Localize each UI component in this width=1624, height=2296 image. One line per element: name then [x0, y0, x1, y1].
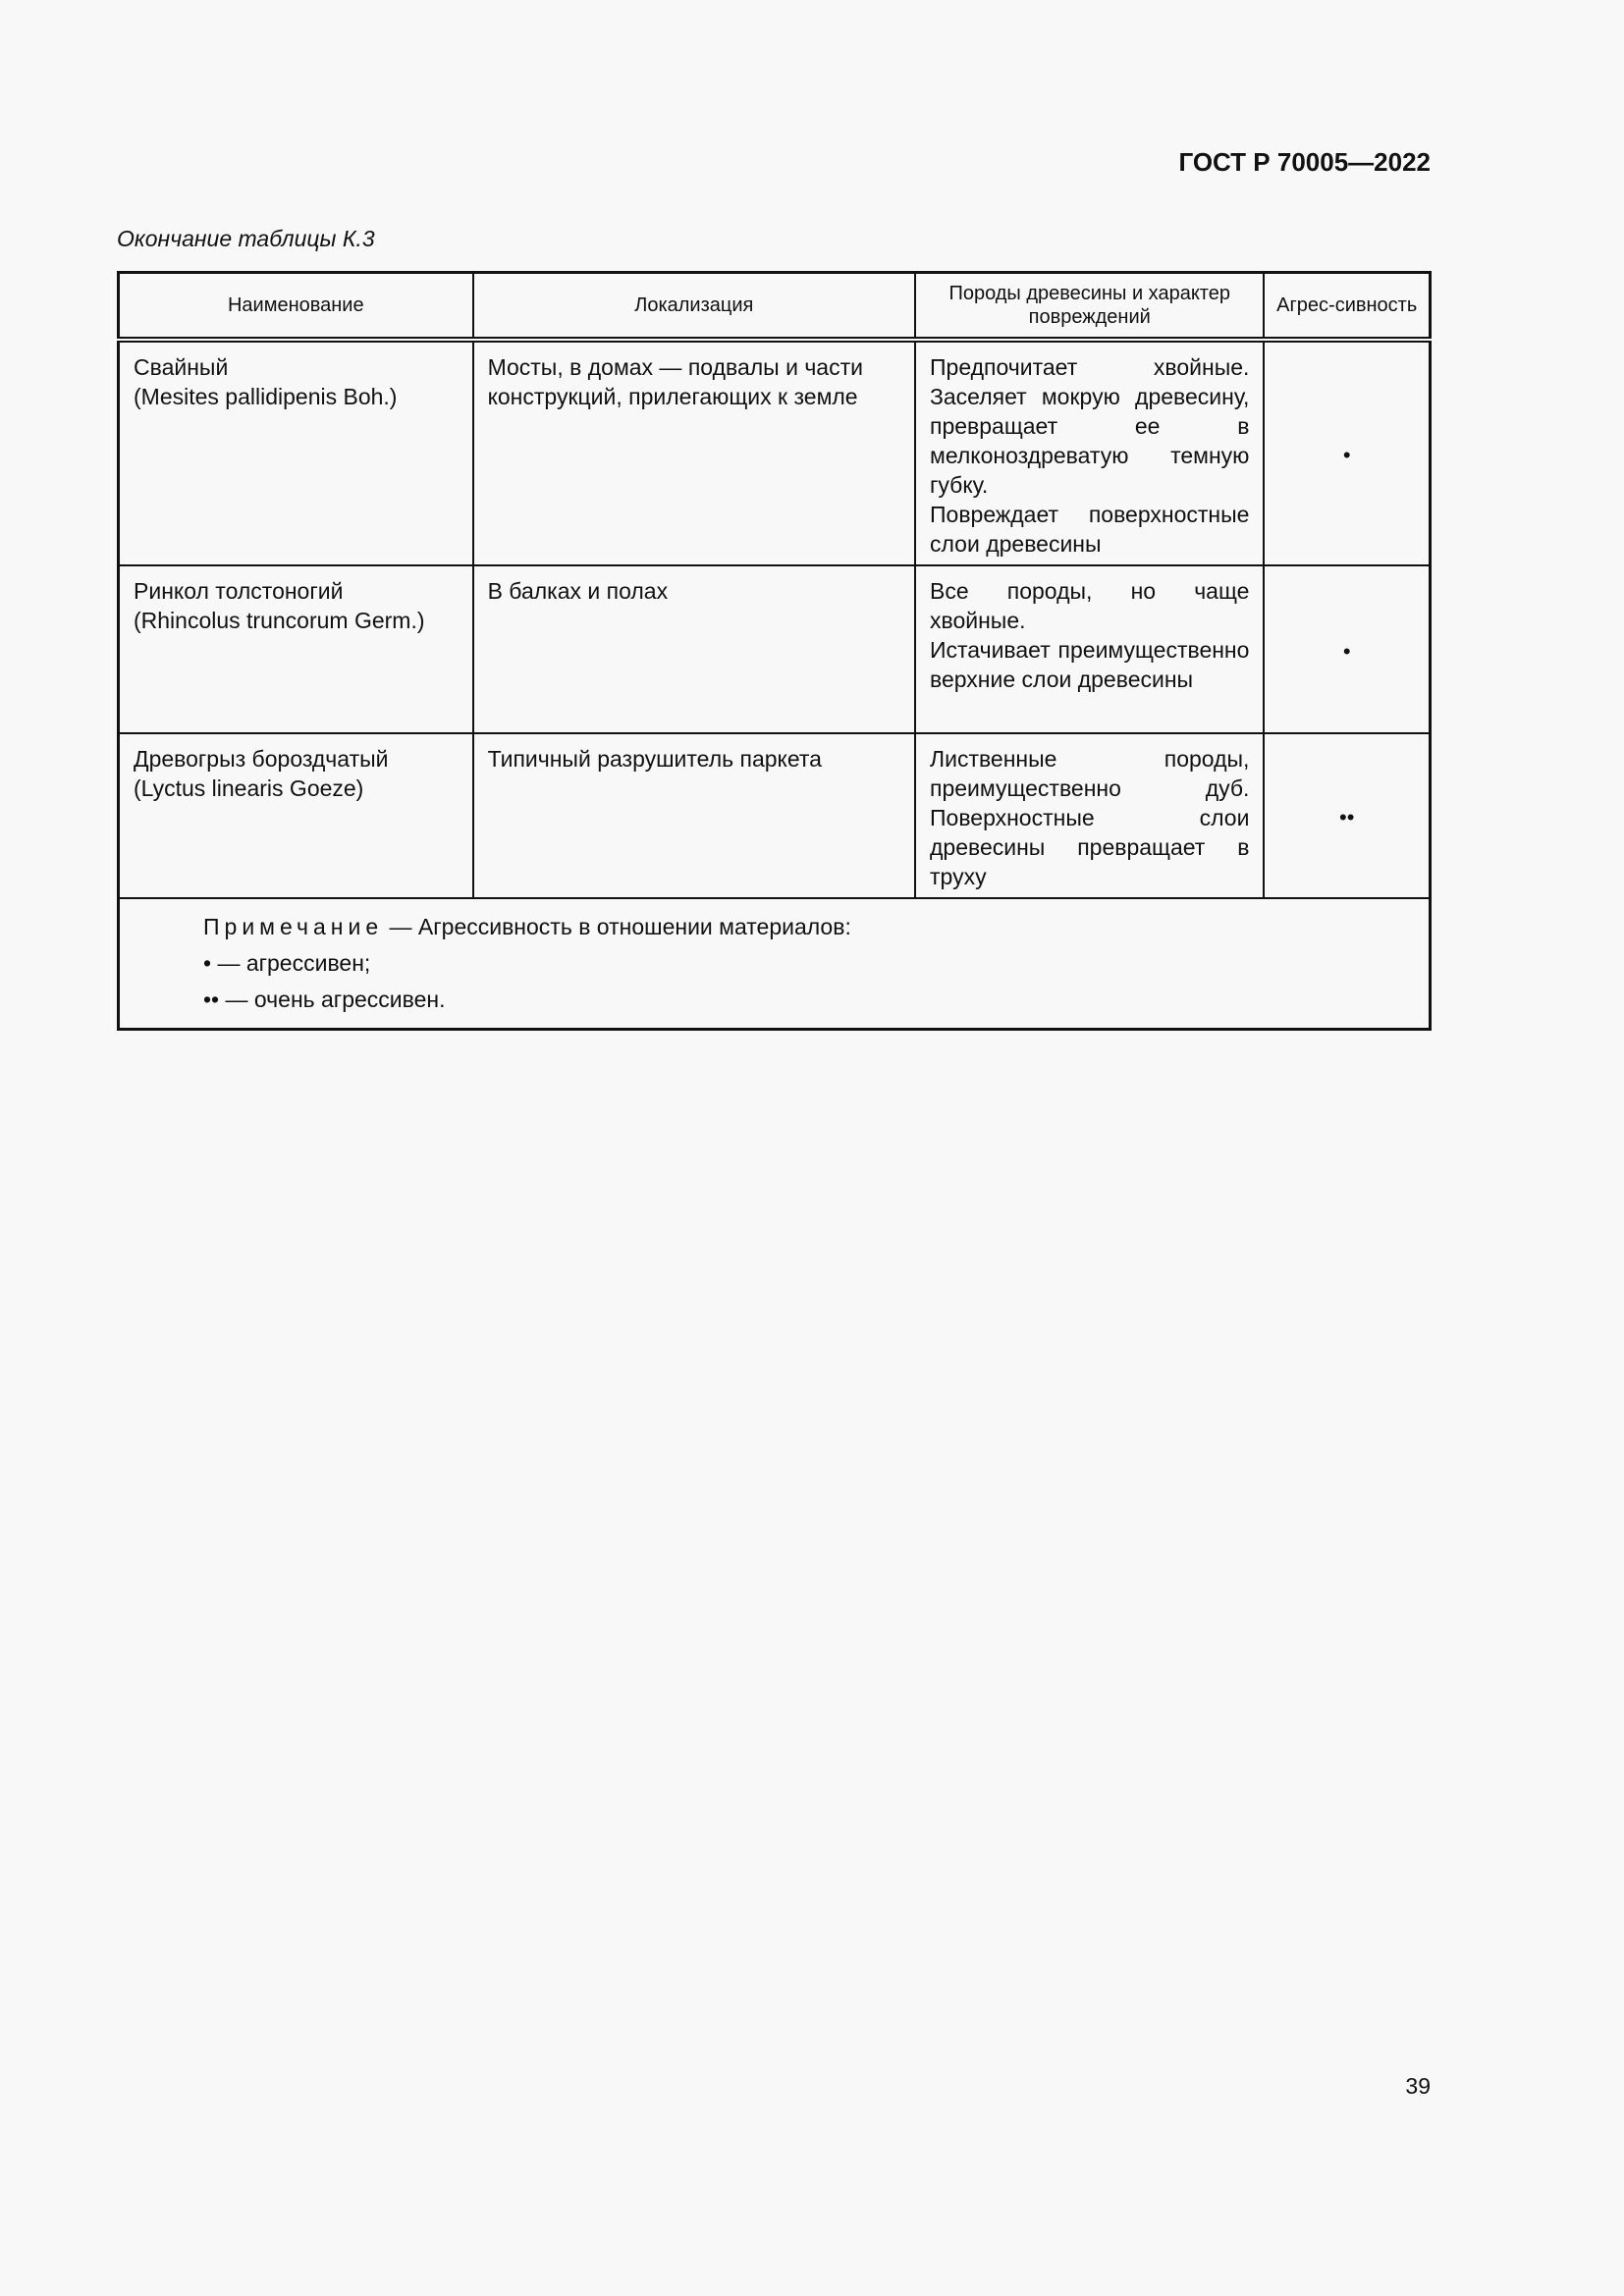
page-number: 39 — [1405, 2073, 1431, 2099]
note-label: Примечание — [203, 914, 384, 939]
damage-text: Истачивает преимущественно верхние слои древесины — [930, 637, 1250, 692]
column-header-aggressiveness: Агрес-сивность — [1264, 273, 1430, 341]
cell-name — [119, 565, 473, 733]
cell-damage — [915, 733, 1264, 898]
cell-location: Мосты, в домах — подвалы и части конструкций, прилегающих к земле — [473, 340, 915, 565]
pest-latin-name: (Rhincolus truncorum Germ.) — [134, 608, 425, 633]
note-text: — Агрессивность в отношении материалов: — [383, 914, 851, 939]
table-row — [119, 733, 1431, 898]
column-header-damage: Породы древесины и характер повреждений — [915, 273, 1264, 341]
cell-aggressiveness: •• — [1264, 733, 1430, 898]
pest-name: Свайный — [134, 354, 229, 380]
cell-aggressiveness: • — [1264, 340, 1430, 565]
document-code: ГОСТ Р 70005—2022 — [1178, 147, 1431, 177]
cell-damage — [915, 565, 1264, 733]
table-note — [119, 898, 1431, 1030]
table-caption: Окончание таблицы К.3 — [117, 226, 375, 251]
damage-text: Все породы, но чаще хвойные. — [930, 578, 1250, 633]
cell-name — [119, 340, 473, 565]
table-header-row — [119, 273, 1431, 341]
cell-name — [119, 733, 473, 898]
pest-latin-name: (Mesites pallidipenis Boh.) — [134, 384, 398, 409]
cell-aggressiveness: • — [1264, 565, 1430, 733]
note-item: • — агрессивен; — [203, 950, 371, 976]
damage-text: Повреждает поверхностные слои древесины — [930, 502, 1250, 557]
cell-location: В балках и полах — [473, 565, 915, 733]
table-note-row — [119, 898, 1431, 1030]
pest-name: Ринкол толстоногий — [134, 578, 344, 604]
column-header-location: Локализация — [473, 273, 915, 341]
cell-location: Типичный разрушитель паркета — [473, 733, 915, 898]
table-row — [119, 565, 1431, 733]
damage-text: Предпочитает хвойные. Заселяет мокрую древесину, превращает ее в мелконоздреватую темную губку. — [930, 354, 1250, 498]
cell-damage — [915, 340, 1264, 565]
table-row — [119, 340, 1431, 565]
pest-latin-name: (Lyctus linearis Goeze) — [134, 775, 364, 801]
pest-name: Древогрыз бороздчатый — [134, 746, 389, 772]
damage-text: Лиственные породы, преимущественно дуб. Поверхностные слои древесины превращает в труху — [930, 746, 1250, 889]
note-item: •• — очень агрессивен. — [203, 987, 446, 1012]
column-header-name: Наименование — [119, 273, 473, 341]
pests-table — [117, 271, 1432, 1031]
